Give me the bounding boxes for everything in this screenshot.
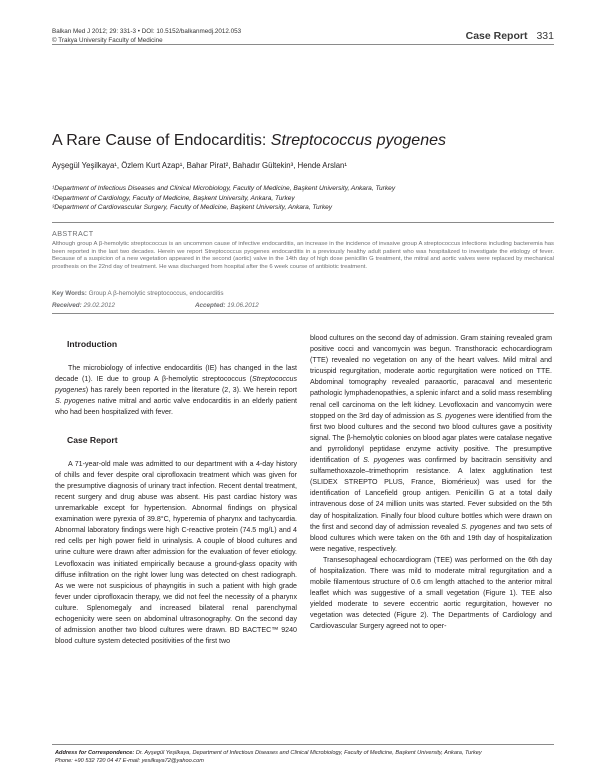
abstract-bottom-rule (52, 313, 554, 314)
left-column (55, 333, 297, 647)
case-continuation-paragraph (310, 333, 552, 555)
introduction-heading: Introduction (67, 339, 118, 349)
case-text-3: was confirmed by bacitracin sensitivity and sulfamethoxazole–trimethoprim resistance. A latex agglutination test (SLIDEX STREPTO PLUS, France, Biomérieux) was used for the identification of Lancefield group antigen. Penicillin G at a total daily intravenous dose of 24 million units was started. Fever subsided on the 5th day of hospitalization. Finally four blood culture bottles which were drawn on the first and second day of admission revealed (310, 456, 552, 531)
correspondence-footnote (55, 749, 482, 765)
correspondence-label: Address for Correspondence: (55, 750, 135, 756)
abstract-heading: ABSTRACT (52, 229, 94, 238)
correspondence-contact: Phone: +90 532 720 04 47 E-mail: yesilkaya72@yahoo.com (55, 758, 204, 764)
affiliation-1: ¹Department of Infectious Diseases and Clinical Microbiology, Faculty of Medicine, Başkent University, Ankara, Turkey (52, 185, 396, 192)
footnote-rule (52, 744, 554, 745)
keywords (52, 290, 224, 297)
case-report-heading: Case Report (67, 434, 118, 445)
running-header (466, 30, 554, 42)
received-date (52, 302, 115, 309)
case-text-1: blood cultures on the second day of admission. Gram staining revealed gram positive cocci and vancomycin was begun. Transthoracic echocardiogram (TTE) revealed no vegetation on any of the heart valves. Mild mitral and tricuspid regurgitation, moderate aortic regurgitation were noticed on TTE. Abdominal tomography revealed paraaortic, paracaval and mesenteric pathologic lymphadenopathies, a splenic infarct and a solid mass resembling renal cell carcinoma on the left kidney. Levofloxacin and vancomycin were stopped on the 3rd day of admission as (310, 334, 552, 420)
introduction-paragraph (55, 363, 297, 418)
abstract-text: Although group A β-hemolytic streptococcus is an uncommon cause of infective endocarditis, an increase in the incidence of invasive group A streptococcus infections including bacteremia has been reported in the last two decades. Herein we report Streptococcus pyogenes endocarditis in a previously healthy adult patient who was hospitalized to investigate the etiology of fever. Because of a suspicion of a new vegetation appeared in the second (aortic) valve in the 14th day of high dose penicillin G treatment, the mitral and aortic valves were replaced by mechanical prosthesis on the 22nd day of treatment. He was discharged from hospital after the 6 week course of antibiotic treatment. (52, 241, 554, 270)
accepted-value: 19.06.2012 (227, 302, 259, 309)
keywords-value: Group A β-hemolytic streptococcus, endocarditis (88, 290, 224, 297)
author-list: Ayşegül Yeşilkaya¹, Özlem Kurt Azap¹, Bahar Pirat², Bahadır Gültekin³, Hende Arslan¹ (52, 161, 347, 170)
intro-text-1: The microbiology of infective endocarditis (IE) has changed in the last decade (1). IE due to group A β-hemolytic streptococcus ( (55, 364, 297, 384)
case-paragraph: A 71-year-old male was admitted to our department with a 4-day history of chills and fever despite oral ciprofloxacin treatment which was given for the presumptive diagnosis of urinary tract infection. Recent dental treatment, recent surgery and drug abuse was absent. His past cardiac history was unremarkable except for hypertension. Abnormal findings on physical examination were pyrexia of 39.8°C, hyperemia of pharynx and tachycardia. Abnormal laboratory findings were high C-reactive protein (74.5 mg/L) and 4 red cells per high power field in urinalysis. A couple of blood cultures and urine culture were drawn after admission for the evaluation of fever etiology. Levofloxacin was initiated empirically because a ground-glass opacity with diffuse infiltration on the right lower lung was detected on chest radiograph. As we were not suspicious of phayngitis in such a patient with high grade fever under ciprofloxacin therapy, we did not feel the necessity of a pharynx culture. Splenomegaly and increased bilateral renal parenchymal echogenicity were seen on abdominal ultrasonography. On the second day of admission another two blood cultures were drawn. BD BACTEC™ 9240 blood culture system detected positivities of the first two (55, 459, 297, 646)
keywords-label: Key Words: (52, 290, 87, 297)
right-column (310, 333, 552, 633)
tee-paragraph: Transesophageal echocardiogram (TEE) was performed on the 6th day of hospitalization. There was mild to moderate mitral regurgitation and a mobile filamentous structure of 0.6 cm length attached to the anterior mitral leaflet which was suggestive of a small vegetation (Figure 1). TEE also yielded moderate to severe eccentric aortic regurgitation, however no vegetation was detected (Figure 2). The Departments of Cardiology and Cardiovascular Surgery agreed not to oper- (310, 555, 552, 631)
received-label: Received: (52, 302, 82, 309)
intro-organism-1: Streptococcus pyogenes (55, 375, 297, 395)
correspondence-address (55, 749, 482, 757)
intro-text-3: native mitral and aortic valve endocarditis in an elderly patient who had been hospitalized with fever. (55, 397, 297, 417)
title-text: A Rare Cause of Endocarditis: (52, 132, 271, 149)
abstract-top-rule (52, 222, 554, 223)
journal-citation: Balkan Med J 2012; 29: 331-3 • DOI: 10.5152/balkanmedj.2012.053 (52, 28, 242, 35)
accepted-label: Accepted: (195, 302, 226, 309)
affiliation-3: ³Department of Cardiovascular Surgery, Faculty of Medicine, Başkent University, Ankara, Turkey (52, 204, 333, 212)
case-organism-2: S. pyogenes (363, 456, 405, 465)
article-type: Case Report (465, 30, 528, 42)
accepted-date (195, 302, 259, 309)
affiliation-2: ²Department of Cardiology, Faculty of Medicine, Başkent University, Ankara, Turkey (52, 194, 295, 202)
title-organism: Streptococcus pyogenes (270, 132, 446, 149)
copyright-line: © Trakya University Faculty of Medicine (52, 36, 163, 44)
journal-info (52, 28, 241, 45)
page-number: 331 (536, 30, 554, 42)
received-value: 29.02.2012 (83, 302, 116, 309)
header-rule (52, 44, 554, 45)
case-text-4: and two sets of blood cultures which were taken on the 6th and 19th day of hospitalization were negative, respectively. (310, 522, 552, 553)
correspondence-text: Dr. Ayşegül Yeşilkaya, Department of Infectious Diseases and Clinical Microbiology, Faculty of Medicine, Başkent University, Ankara, Turkey (134, 750, 482, 756)
case-text-2: were identified from the first two blood cultures and the second two blood cultures gave a positivity signal. The β-hemolytic colonies on blood agar plates were catalase negative and pyrrolidonyl peptidase enzyme activity positive. The presumptive identification of (310, 411, 552, 465)
article-title (52, 132, 446, 150)
affiliations (52, 184, 395, 213)
intro-organism-2: S. pyogenes (55, 397, 96, 406)
case-organism-1: S. pyogenes (436, 411, 476, 420)
intro-text-2: ) has rarely been reported in the literature (2, 3). We herein report (85, 386, 297, 395)
case-organism-3: S. pyogenes (461, 522, 501, 531)
